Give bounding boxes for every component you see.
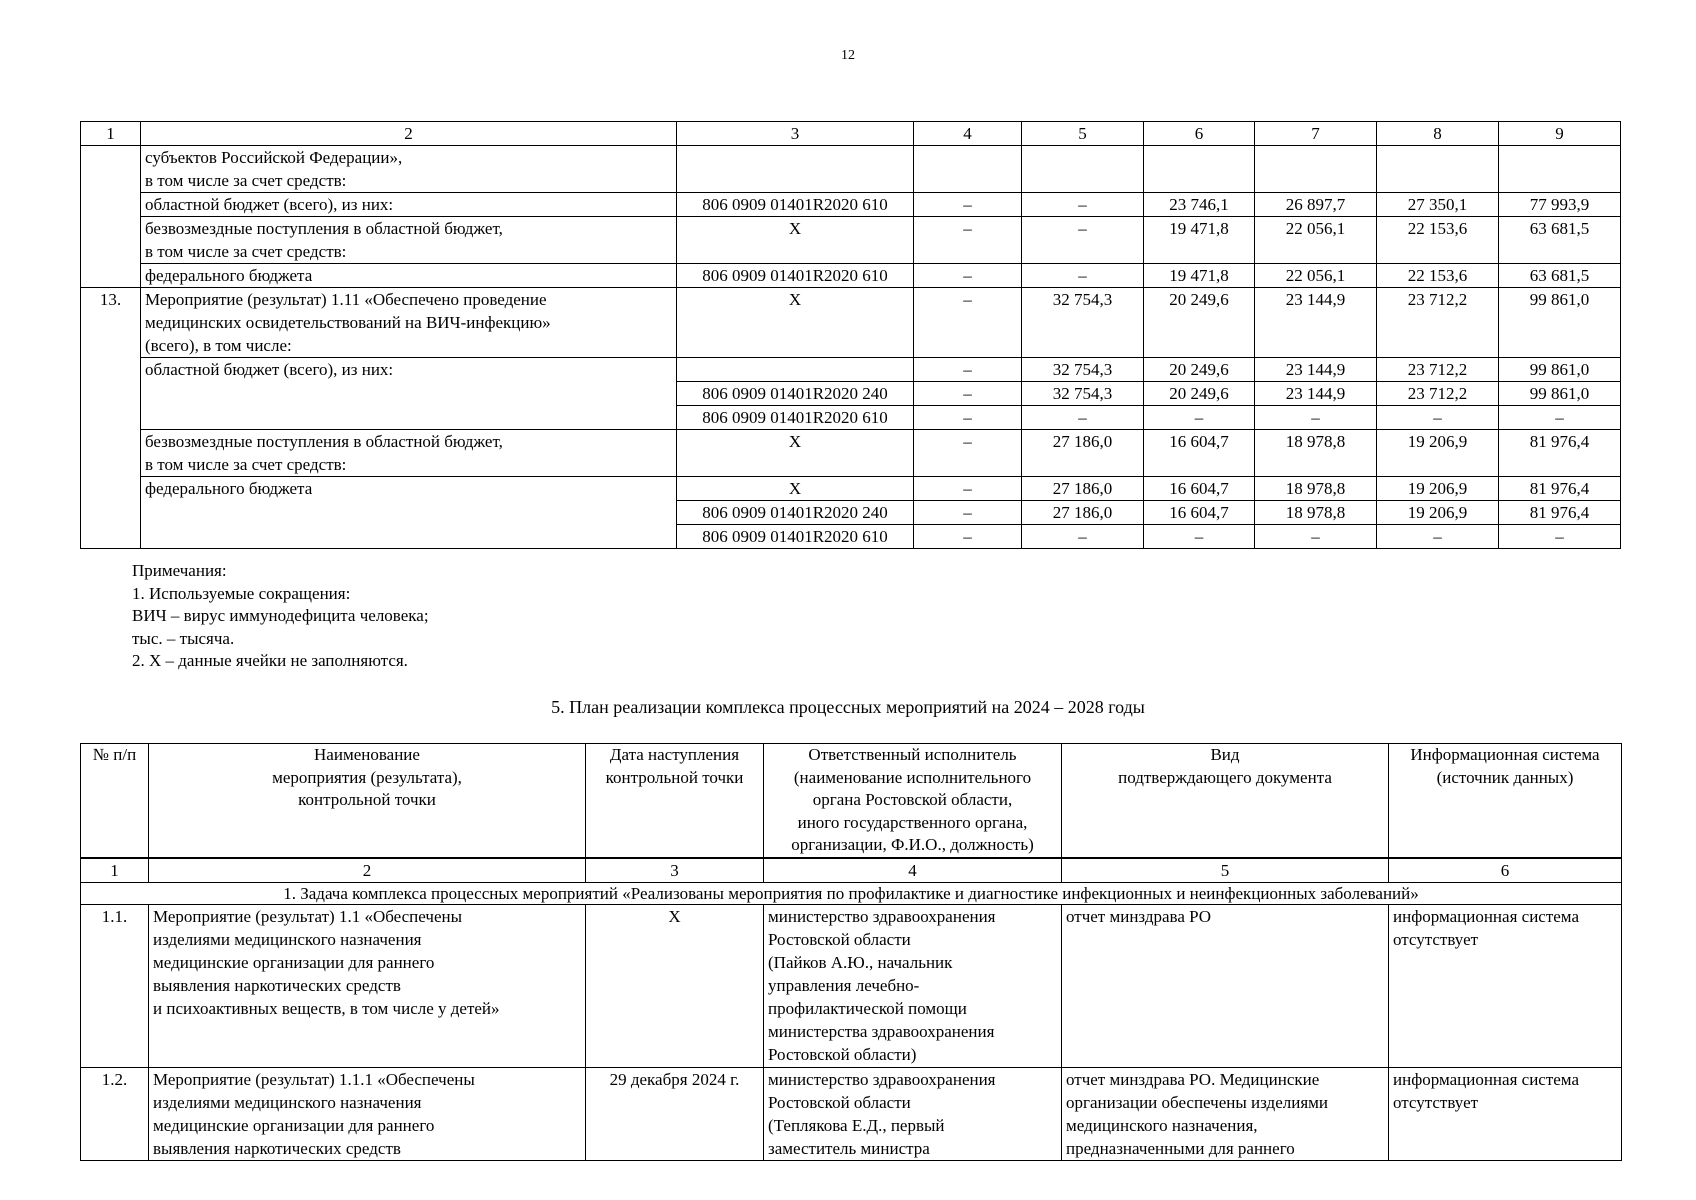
cell-9: 81 976,4 bbox=[1499, 501, 1621, 525]
cell-4: – bbox=[914, 264, 1022, 288]
row-responsible: министерство здравоохранения Ростовской области (Пайков А.Ю., начальник управления лечебно- профилактической помощи министерства здравоохранения Ростовской области) bbox=[764, 904, 1062, 1067]
notes-heading: Примечания: bbox=[132, 561, 227, 580]
cell-4: – bbox=[914, 382, 1022, 406]
page-number: 12 bbox=[841, 48, 855, 63]
table-row bbox=[81, 1067, 1622, 1160]
col-number: 8 bbox=[1377, 122, 1499, 146]
cell-9: 99 861,0 bbox=[1499, 382, 1621, 406]
cell-8: 27 350,1 bbox=[1377, 193, 1499, 217]
cell-6: 16 604,7 bbox=[1144, 477, 1255, 501]
table-row bbox=[81, 146, 1621, 193]
cell-9: 63 681,5 bbox=[1499, 217, 1621, 264]
col-number: 1 bbox=[81, 122, 141, 146]
row-number bbox=[81, 146, 141, 288]
table-row bbox=[81, 193, 1621, 217]
row-name: Мероприятие (результат) 1.11 «Обеспечено проведение медицинских освидетельствований на ВИЧ-инфекцию» (всего), в том числе: bbox=[141, 288, 677, 358]
cell-6: 20 249,6 bbox=[1144, 288, 1255, 358]
cell-6: 19 471,8 bbox=[1144, 217, 1255, 264]
cell-6: 23 746,1 bbox=[1144, 193, 1255, 217]
cell-5: – bbox=[1022, 525, 1144, 549]
row-name: областной бюджет (всего), из них: bbox=[141, 193, 677, 217]
cell-6: 20 249,6 bbox=[1144, 382, 1255, 406]
budget-code: Х bbox=[677, 477, 914, 501]
task-title: 1. Задача комплекса процессных мероприятий «Реализованы мероприятия по профилактике и диагностике инфекционных и неинфекционных заболеваний» bbox=[81, 882, 1622, 904]
funding-table bbox=[80, 121, 1621, 549]
col-number: 2 bbox=[149, 858, 586, 883]
row-number: 13. bbox=[81, 288, 141, 549]
row-name: Мероприятие (результат) 1.1.1 «Обеспечены изделиями медицинского назначения медицинские организации для раннего выявления наркотических средств bbox=[149, 1067, 586, 1160]
cell-4: – bbox=[914, 193, 1022, 217]
row-date: Х bbox=[586, 904, 764, 1067]
budget-code: Х bbox=[677, 217, 914, 264]
cell-5: – bbox=[1022, 217, 1144, 264]
cell-4: – bbox=[914, 525, 1022, 549]
col-number: 9 bbox=[1499, 122, 1621, 146]
cell-8: 19 206,9 bbox=[1377, 477, 1499, 501]
col-number: 3 bbox=[586, 858, 764, 883]
header-cell: Информационная система (источник данных) bbox=[1389, 744, 1622, 858]
row-name: субъектов Российской Федерации», в том числе за счет средств: bbox=[141, 146, 677, 193]
cell-7: 22 056,1 bbox=[1255, 264, 1377, 288]
budget-code: 806 0909 01401R2020 240 bbox=[677, 501, 914, 525]
budget-code: 806 0909 01401R2020 610 bbox=[677, 406, 914, 430]
cell-5: 27 186,0 bbox=[1022, 501, 1144, 525]
notes-line: ВИЧ – вирус иммунодефицита человека; bbox=[132, 606, 429, 625]
cell-8: 22 153,6 bbox=[1377, 217, 1499, 264]
table-row bbox=[81, 288, 1621, 358]
col-number: 6 bbox=[1144, 122, 1255, 146]
notes-line: 1. Используемые сокращения: bbox=[132, 583, 351, 603]
cell-4: – bbox=[914, 217, 1022, 264]
col-number: 3 bbox=[677, 122, 914, 146]
cell-5: – bbox=[1022, 193, 1144, 217]
cell-6 bbox=[1144, 146, 1255, 193]
row-number: 1.1. bbox=[81, 904, 149, 1067]
row-responsible: министерство здравоохранения Ростовской области (Теплякова Е.Д., первый заместитель министра bbox=[764, 1067, 1062, 1160]
cell-5: 27 186,0 bbox=[1022, 430, 1144, 477]
cell-6: – bbox=[1144, 525, 1255, 549]
cell-8: 23 712,2 bbox=[1377, 358, 1499, 382]
notes-line: тыс. – тысяча. bbox=[132, 628, 235, 648]
header-cell: № п/п bbox=[81, 744, 149, 858]
cell-8: – bbox=[1377, 406, 1499, 430]
cell-8: 23 712,2 bbox=[1377, 288, 1499, 358]
cell-7: 26 897,7 bbox=[1255, 193, 1377, 217]
col-number: 6 bbox=[1389, 858, 1622, 883]
cell-4: – bbox=[914, 477, 1022, 501]
cell-7: 23 144,9 bbox=[1255, 382, 1377, 406]
cell-6: 16 604,7 bbox=[1144, 430, 1255, 477]
budget-code: 806 0909 01401R2020 610 bbox=[677, 193, 914, 217]
cell-4: – bbox=[914, 358, 1022, 382]
table-row bbox=[81, 217, 1621, 264]
row-name: федерального бюджета bbox=[141, 477, 677, 549]
cell-7: 18 978,8 bbox=[1255, 501, 1377, 525]
budget-code: 806 0909 01401R2020 610 bbox=[677, 264, 914, 288]
cell-8: – bbox=[1377, 525, 1499, 549]
col-number: 2 bbox=[141, 122, 677, 146]
budget-code: 806 0909 01401R2020 240 bbox=[677, 382, 914, 406]
cell-4: – bbox=[914, 288, 1022, 358]
cell-6: 20 249,6 bbox=[1144, 358, 1255, 382]
row-name: областной бюджет (всего), из них: bbox=[141, 358, 677, 430]
cell-7: 23 144,9 bbox=[1255, 288, 1377, 358]
table-row bbox=[81, 904, 1622, 1067]
cell-5: – bbox=[1022, 406, 1144, 430]
cell-9: 81 976,4 bbox=[1499, 477, 1621, 501]
header-cell: Ответственный исполнитель (наименование исполнительного органа Ростовской области, иного государственного органа, организации, Ф.И.О., должность) bbox=[764, 744, 1062, 858]
row-name: безвозмездные поступления в областной бюджет, в том числе за счет средств: bbox=[141, 217, 677, 264]
plan-table bbox=[80, 743, 1622, 1161]
row-name: безвозмездные поступления в областной бюджет, в том числе за счет средств: bbox=[141, 430, 677, 477]
row-system: информационная система отсутствует bbox=[1389, 1067, 1622, 1160]
cell-5: 32 754,3 bbox=[1022, 358, 1144, 382]
cell-8: 22 153,6 bbox=[1377, 264, 1499, 288]
cell-5: – bbox=[1022, 264, 1144, 288]
cell-9: – bbox=[1499, 406, 1621, 430]
cell-7: 18 978,8 bbox=[1255, 430, 1377, 477]
budget-code bbox=[677, 146, 914, 193]
column-numbers-row bbox=[81, 122, 1621, 146]
cell-4: – bbox=[914, 501, 1022, 525]
cell-7: 23 144,9 bbox=[1255, 358, 1377, 382]
section-title: 5. План реализации комплекса процессных мероприятий на 2024 – 2028 годы bbox=[551, 697, 1145, 717]
table-row bbox=[81, 430, 1621, 477]
header-cell: Вид подтверждающего документа bbox=[1062, 744, 1389, 858]
col-number: 7 bbox=[1255, 122, 1377, 146]
col-number: 4 bbox=[914, 122, 1022, 146]
cell-7: 18 978,8 bbox=[1255, 477, 1377, 501]
notes-block bbox=[132, 560, 429, 673]
cell-8 bbox=[1377, 146, 1499, 193]
col-number: 5 bbox=[1062, 858, 1389, 883]
cell-7: 22 056,1 bbox=[1255, 217, 1377, 264]
cell-8: 19 206,9 bbox=[1377, 430, 1499, 477]
header-row bbox=[81, 744, 1622, 858]
table-row bbox=[81, 264, 1621, 288]
cell-5: 32 754,3 bbox=[1022, 382, 1144, 406]
row-name: федерального бюджета bbox=[141, 264, 677, 288]
cell-9: 99 861,0 bbox=[1499, 288, 1621, 358]
cell-4: – bbox=[914, 406, 1022, 430]
budget-code: 806 0909 01401R2020 610 bbox=[677, 525, 914, 549]
cell-6: – bbox=[1144, 406, 1255, 430]
cell-8: 23 712,2 bbox=[1377, 382, 1499, 406]
row-document: отчет минздрава РО bbox=[1062, 904, 1389, 1067]
cell-7 bbox=[1255, 146, 1377, 193]
task-row bbox=[81, 882, 1622, 904]
budget-code: Х bbox=[677, 288, 914, 358]
cell-9: 81 976,4 bbox=[1499, 430, 1621, 477]
cell-5: 32 754,3 bbox=[1022, 288, 1144, 358]
row-date: 29 декабря 2024 г. bbox=[586, 1067, 764, 1160]
cell-5 bbox=[1022, 146, 1144, 193]
row-document: отчет минздрава РО. Медицинские организации обеспечены изделиями медицинского назначения, предназначенными для раннего bbox=[1062, 1067, 1389, 1160]
cell-7: – bbox=[1255, 525, 1377, 549]
cell-8: 19 206,9 bbox=[1377, 501, 1499, 525]
cell-9: 99 861,0 bbox=[1499, 358, 1621, 382]
notes-line: 2. Х – данные ячейки не заполняются. bbox=[132, 651, 408, 670]
col-number: 4 bbox=[764, 858, 1062, 883]
row-system: информационная система отсутствует bbox=[1389, 904, 1622, 1067]
header-cell: Наименование мероприятия (результата), контрольной точки bbox=[149, 744, 586, 858]
cell-9: 63 681,5 bbox=[1499, 264, 1621, 288]
cell-9: 77 993,9 bbox=[1499, 193, 1621, 217]
cell-5: 27 186,0 bbox=[1022, 477, 1144, 501]
header-cell: Дата наступления контрольной точки bbox=[586, 744, 764, 858]
table-row bbox=[81, 358, 1621, 382]
cell-9 bbox=[1499, 146, 1621, 193]
cell-6: 19 471,8 bbox=[1144, 264, 1255, 288]
row-name: Мероприятие (результат) 1.1 «Обеспечены изделиями медицинского назначения медицинские организации для раннего выявления наркотических средств и психоактивных веществ, в том числе у детей» bbox=[149, 904, 586, 1067]
row-number: 1.2. bbox=[81, 1067, 149, 1160]
cell-4 bbox=[914, 146, 1022, 193]
budget-code bbox=[677, 358, 914, 382]
col-number: 5 bbox=[1022, 122, 1144, 146]
col-number: 1 bbox=[81, 858, 149, 883]
column-numbers-row bbox=[81, 858, 1622, 883]
table-row bbox=[81, 477, 1621, 501]
cell-6: 16 604,7 bbox=[1144, 501, 1255, 525]
budget-code: Х bbox=[677, 430, 914, 477]
cell-4: – bbox=[914, 430, 1022, 477]
cell-7: – bbox=[1255, 406, 1377, 430]
cell-9: – bbox=[1499, 525, 1621, 549]
